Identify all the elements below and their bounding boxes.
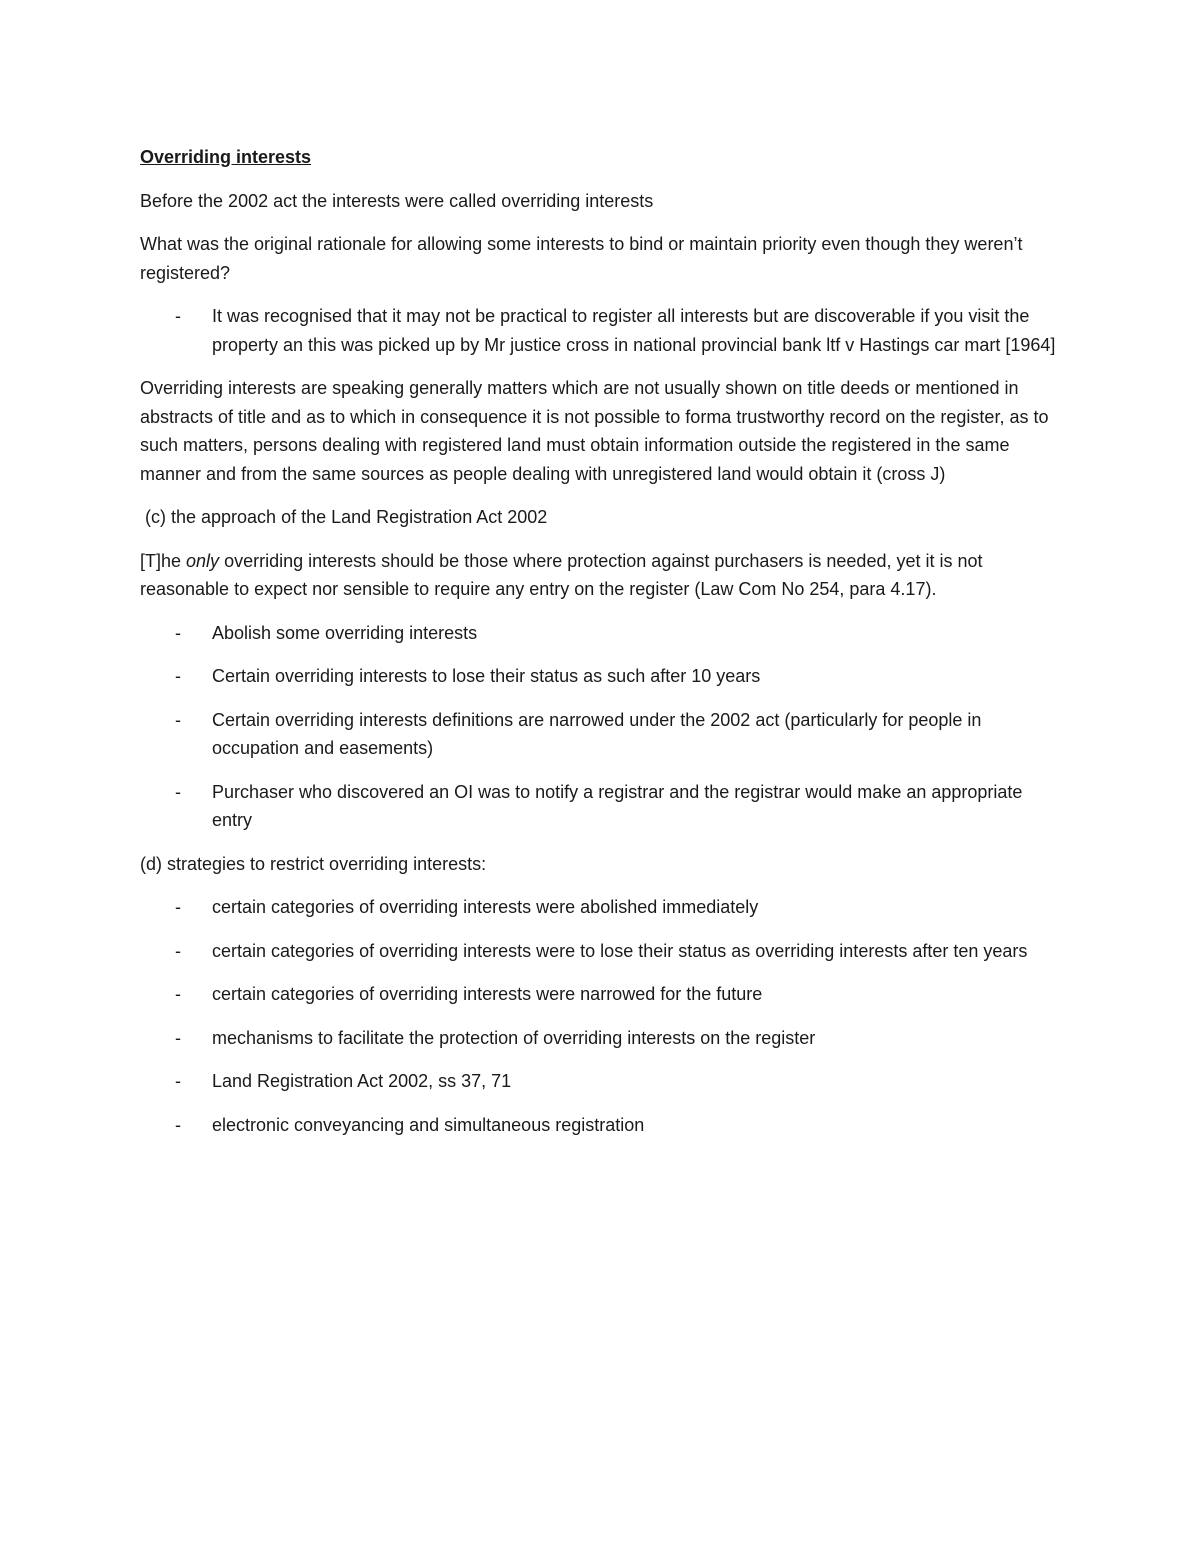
section-heading-c: (c) the approach of the Land Registration Act 2002: [145, 507, 548, 527]
list-item: [140, 1067, 1065, 1096]
dash-bullet-marker: -: [175, 666, 181, 686]
list-item-text: certain categories of overriding interests were to lose their status as overriding interests after ten years: [212, 940, 1028, 961]
dash-bullet-marker: -: [175, 306, 181, 326]
dash-bullet-marker: -: [175, 1071, 181, 1091]
bullet-list-rationale: [140, 302, 1065, 359]
list-item-text: Certain overriding interests to lose their status as such after 10 years: [212, 666, 761, 686]
list-item-text: Purchaser who discovered an OI was to notify a registrar and the registrar would make an appropriate entry: [212, 781, 1023, 830]
list-item-text: Abolish some overriding interests: [212, 622, 478, 643]
list-item: [140, 778, 1065, 835]
paragraph-rationale-question: What was the original rationale for allowing some interests to bind or maintain priority even though they weren’t registered?: [140, 234, 1023, 283]
list-item-text: certain categories of overriding interests were narrowed for the future: [212, 984, 763, 1004]
list-item: [140, 1111, 1065, 1140]
paragraph-act-intro: Before the 2002 act the interests were called overriding interests: [140, 190, 654, 211]
paragraph-law-com-quote: [140, 547, 1065, 604]
section-heading-d: (d) strategies to restrict overriding interests:: [140, 853, 487, 874]
list-item-text: It was recognised that it may not be practical to register all interests but are discoverable if you visit the property an this was picked up by Mr justice cross in national provincial bank ltf v Hastings car mart [1964]: [212, 306, 1056, 355]
list-item-text: electronic conveyancing and simultaneous registration: [212, 1114, 645, 1135]
list-item-text: certain categories of overriding interests were abolished immediately: [212, 897, 759, 917]
list-item: [140, 706, 1065, 763]
dash-bullet-marker: -: [175, 622, 181, 643]
quote-emphasis: only: [186, 550, 220, 571]
list-item: [140, 302, 1065, 359]
dash-bullet-marker: -: [175, 897, 181, 917]
quote-text-before: [T]he: [140, 550, 187, 571]
bullet-list-strategies: [140, 893, 1065, 1139]
quote-text-after: overriding interests should be those where protection against purchasers is needed, yet it is not reasonable to expect nor sensible to require any entry on the register (Law Com No 254, para 4.17).: [140, 550, 983, 599]
dash-bullet-marker: -: [175, 781, 181, 802]
dash-bullet-marker: -: [175, 984, 181, 1004]
list-item: [140, 1024, 1065, 1053]
paragraph-cross-j-quote: Overriding interests are speaking generally matters which are not usually shown on title deeds or mentioned in abstracts of title and as to which in consequence it is not possible to forma trustworthy record on the register, as to such matters, persons dealing with registered land must obtain information outside the registered in the same manner and from the same sources as people dealing with unregistered land would obtain it (cross J): [140, 378, 1049, 484]
list-item: [140, 662, 1065, 691]
list-item: [140, 980, 1065, 1009]
list-item-text: mechanisms to facilitate the protection of overriding interests on the register: [212, 1027, 816, 1048]
bullet-list-approach: [140, 619, 1065, 835]
document-heading: Overriding interests: [140, 147, 312, 167]
dash-bullet-marker: -: [175, 1027, 181, 1048]
list-item: [140, 619, 1065, 648]
list-item: [140, 937, 1065, 966]
dash-bullet-marker: -: [175, 709, 181, 730]
list-item-text: Land Registration Act 2002, ss 37, 71: [212, 1071, 512, 1091]
document-body: [140, 143, 1065, 1154]
list-item-text: Certain overriding interests definitions are narrowed under the 2002 act (particularly for people in occupation and easements): [212, 709, 982, 758]
dash-bullet-marker: -: [175, 940, 181, 961]
dash-bullet-marker: -: [175, 1114, 181, 1135]
list-item: [140, 893, 1065, 922]
